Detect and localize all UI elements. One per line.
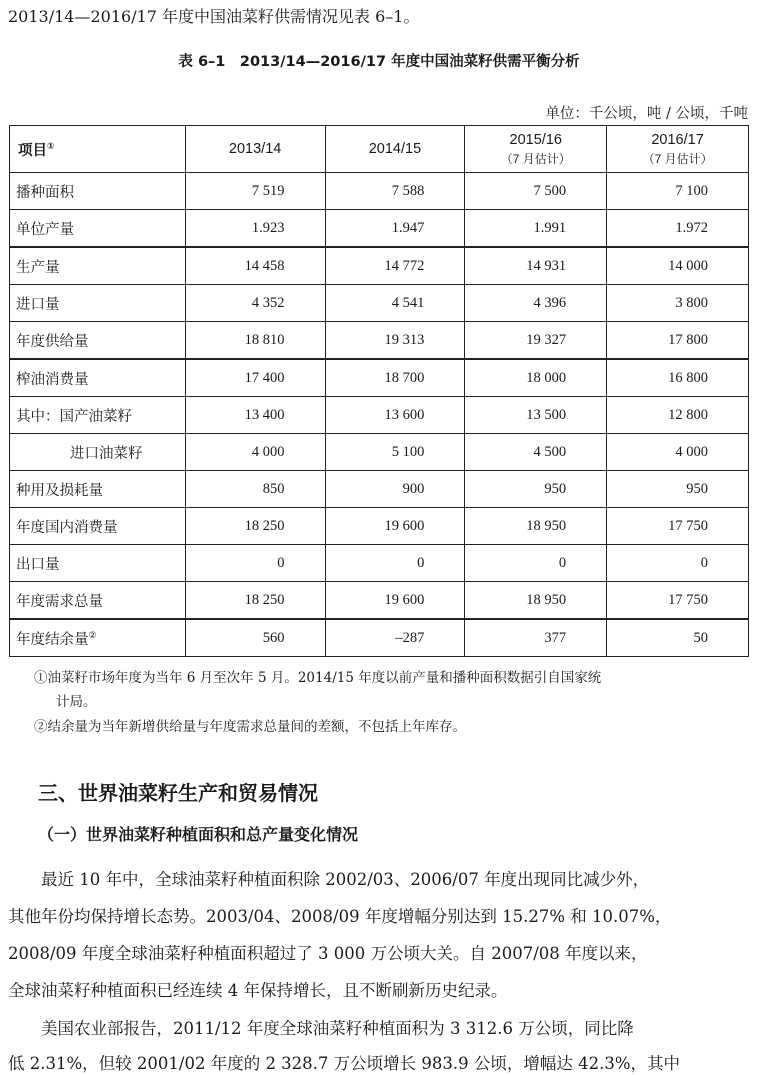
row-value: 50 [607,619,749,657]
table-row [10,173,749,210]
row-label: 年度结余量② [10,619,186,657]
row-value: 17 800 [607,322,749,360]
row-value: 19 313 [325,322,465,360]
row-label: 播种面积 [10,173,186,210]
row-value: 17 400 [185,359,325,397]
row-value: 4 000 [185,434,325,471]
section-heading: 三、世界油菜籽生产和贸易情况 [38,781,318,805]
row-value: 13 400 [185,397,325,434]
para1-line4: 全球油菜籽种植面积已经连续 4 年保持增长，且不断刷新历史纪录。 [8,981,508,1000]
row-value: 18 950 [465,508,607,545]
table-row [10,247,749,285]
row-value: 14 772 [325,247,465,285]
row-value: 560 [185,619,325,657]
row-label: 榨油消费量 [10,359,186,397]
row-value: 4 396 [465,285,607,322]
header-2014: 2014/15 [325,126,465,173]
row-value: 19 600 [325,508,465,545]
row-value: 1.991 [465,210,607,248]
table-row [10,210,749,248]
table-row [10,322,749,360]
row-value: 900 [325,471,465,508]
row-value: 13 500 [465,397,607,434]
row-value: 19 600 [325,582,465,620]
row-label: 进口量 [10,285,186,322]
row-value: 14 000 [607,247,749,285]
row-value: 17 750 [607,508,749,545]
row-value: 0 [325,545,465,582]
table-row [10,582,749,620]
intro-text: 2013/14—2016/17 年度中国油菜籽供需情况见表 6–1。 [8,7,420,26]
section-subheading: （一）世界油菜籽种植面积和总产量变化情况 [38,825,359,844]
row-value: 5 100 [325,434,465,471]
row-value: 19 327 [465,322,607,360]
row-label: 出口量 [10,545,186,582]
row-value: 3 800 [607,285,749,322]
table-row [10,619,749,657]
row-value: 1.947 [325,210,465,248]
para2-line1: 美国农业部报告，2011/12 年度全球油菜籽种植面积为 3 312.6 万公顷，同比降 [8,1019,634,1038]
row-value: 7 100 [607,173,749,210]
para1-line2: 其他年份均保持增长态势。2003/04、2008/09 年度增幅分别达到 15.27% 和 10.07%， [8,907,672,926]
header-2013: 2013/14 [185,126,325,173]
table-note-2: ②结余量为当年新增供给量与年度需求总量间的差额，不包括上年库存。 [34,719,466,735]
row-value: 850 [185,471,325,508]
para1-line3: 2008/09 年度全球油菜籽种植面积超过了 3 000 万公顷大关。自 2007/08 年度以来， [8,944,648,963]
row-value: 18 250 [185,508,325,545]
row-value: 4 500 [465,434,607,471]
row-label: 年度需求总量 [10,582,186,620]
row-label: 种用及损耗量 [10,471,186,508]
table-title: 表 6–1 2013/14—2016/17 年度中国油菜籽供需平衡分析 [178,54,580,70]
table-unit: 单位：千公顷，吨 / 公顷，千吨 [545,106,748,122]
header-item: 项目① [10,126,186,173]
row-value: 13 600 [325,397,465,434]
row-value: 18 250 [185,582,325,620]
row-value: 7 519 [185,173,325,210]
row-label: 年度国内消费量 [10,508,186,545]
header-2016: 2016/17 （7 月估计） [607,126,749,173]
supply-demand-table [9,125,749,657]
row-label: 单位产量 [10,210,186,248]
table-row [10,359,749,397]
row-value: 377 [465,619,607,657]
row-value: 12 800 [607,397,749,434]
row-label: 年度供给量 [10,322,186,360]
row-label: 其中：国产油菜籽 [10,397,186,434]
row-value: 18 000 [465,359,607,397]
row-value: 14 931 [465,247,607,285]
row-value: 18 810 [185,322,325,360]
row-label: 进口油菜籽 [10,434,186,471]
table-note-1b: 计局。 [56,694,97,710]
row-value: 0 [465,545,607,582]
row-value: 18 950 [465,582,607,620]
para2-line2: 低 2.31%，但较 2001/02 年度的 2 328.7 万公顷增长 983.9 公顷，增幅达 42.3%，其中 [8,1054,681,1073]
row-value: –287 [325,619,465,657]
header-2015: 2015/16 （7 月估计） [465,126,607,173]
table-header-row [10,126,749,173]
row-value: 4 000 [607,434,749,471]
row-value: 950 [607,471,749,508]
row-value: 17 750 [607,582,749,620]
row-value: 7 500 [465,173,607,210]
table-note-1a: ①油菜籽市场年度为当年 6 月至次年 5 月。2014/15 年度以前产量和播种面积数据引自国家统 [34,670,602,686]
row-label: 生产量 [10,247,186,285]
table-row [10,397,749,434]
table-row [10,545,749,582]
row-value: 18 700 [325,359,465,397]
para1-line1: 最近 10 年中，全球油菜籽种植面积除 2002/03、2006/07 年度出现同比减少外， [8,870,650,889]
row-value: 16 800 [607,359,749,397]
row-value: 4 541 [325,285,465,322]
table-row [10,471,749,508]
table-row [10,285,749,322]
row-value: 7 588 [325,173,465,210]
row-value: 0 [607,545,749,582]
row-value: 14 458 [185,247,325,285]
table-row [10,508,749,545]
row-value: 1.972 [607,210,749,248]
table-row [10,434,749,471]
row-value: 4 352 [185,285,325,322]
row-value: 0 [185,545,325,582]
row-value: 1.923 [185,210,325,248]
row-value: 950 [465,471,607,508]
